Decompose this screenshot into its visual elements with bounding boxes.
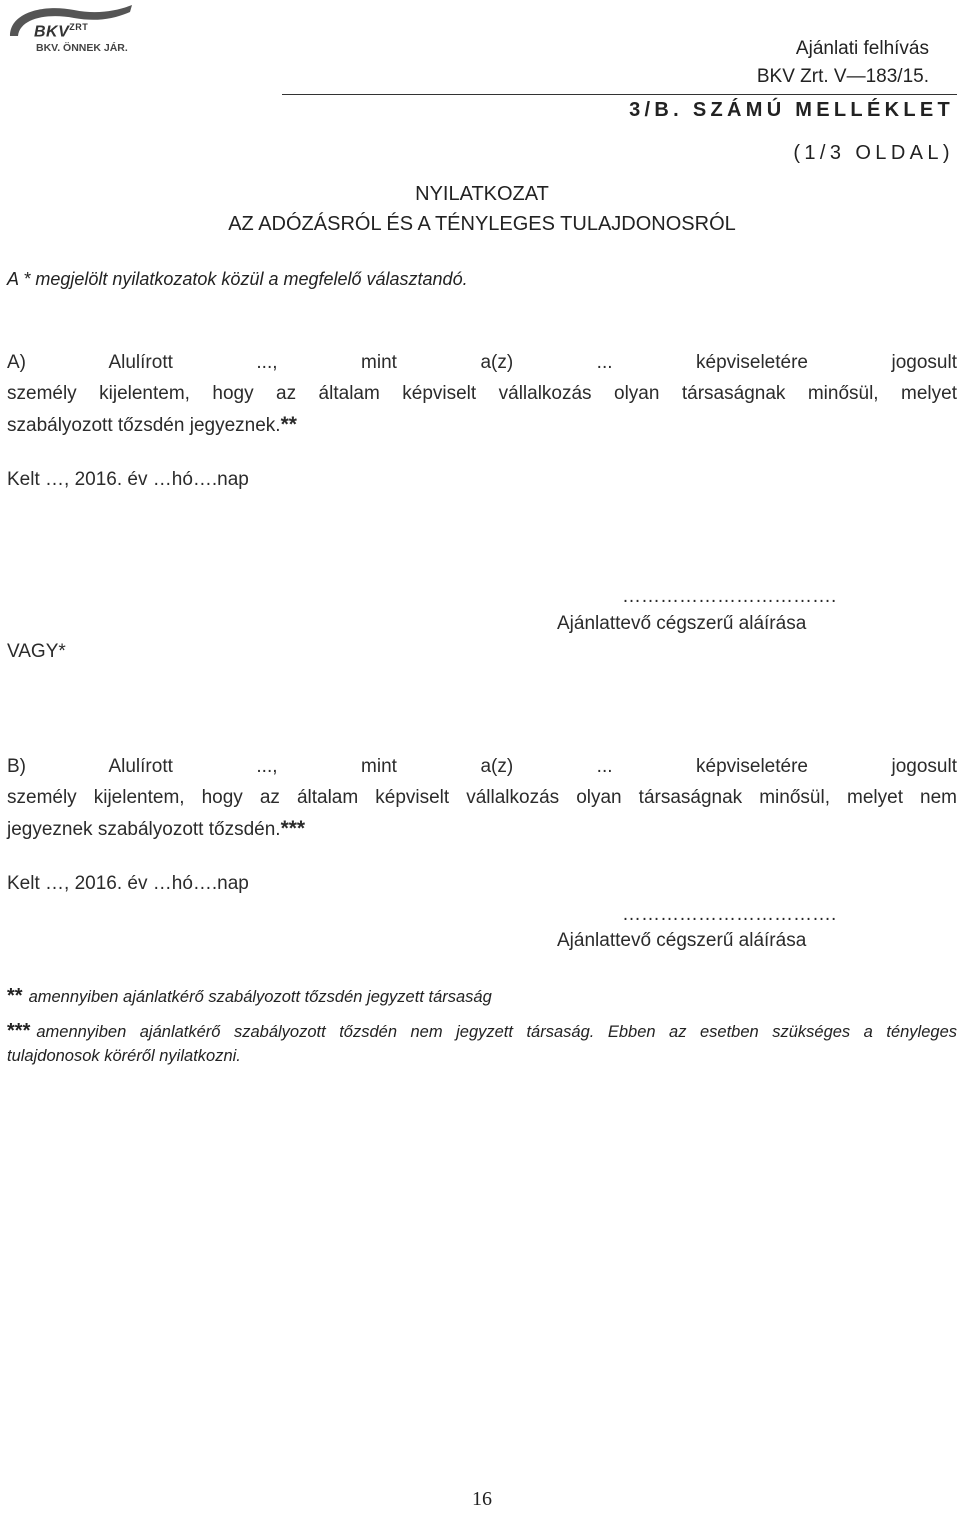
declaration-b xyxy=(7,751,957,845)
footnote-marker: ** xyxy=(280,413,297,436)
page-count-label: (1/3 OLDAL) xyxy=(793,142,954,164)
logo-brand-text: $BKV^{ZRT}$ xyxy=(34,22,89,41)
declaration-a xyxy=(7,347,957,441)
annex-label: 3/B. SZÁMÚ MELLÉKLET xyxy=(629,99,954,121)
document-subtitle: AZ ADÓZÁSRÓL ÉS A TÉNYLEGES TULAJDONOSRÓL xyxy=(228,213,736,235)
header-title: Ajánlati felhívás xyxy=(795,38,929,59)
header-reference: BKV Zrt. V—183/15. xyxy=(756,66,929,87)
logo-slogan: BKV. ÖNNEK JÁR. xyxy=(36,42,128,54)
declaration-a-line: A) Alulírott ..., mint a(z) ... képviseletére jogosult xyxy=(7,352,957,373)
page-number: 16 xyxy=(472,1488,492,1510)
declaration-b-line: B) Alulírott ..., mint a(z) ... képviseletére jogosult xyxy=(7,756,957,777)
date-line-b: Kelt …, 2016. év …hó….nap xyxy=(7,873,249,894)
declaration-b-line: jegyeznek szabályozott tőzsdén.*** xyxy=(7,817,306,840)
instruction-note: A * megjelölt nyilatkozatok közül a megfelelő választandó. xyxy=(7,269,468,289)
signature-line-b: ……………………………. xyxy=(622,904,837,925)
footnote-marker: ** xyxy=(7,985,23,1007)
footnote-marker: *** xyxy=(280,817,306,840)
footnote-1: ** amennyiben ajánlatkérő szabályozott tőzsdén jegyzett társaság xyxy=(7,985,492,1007)
signature-label-b: Ajánlattevő cégszerű aláírása xyxy=(557,930,807,951)
date-line-a: Kelt …, 2016. év …hó….nap xyxy=(7,469,249,490)
document-title: NYILATKOZAT xyxy=(415,183,549,205)
declaration-b-line: személy kijelentem, hogy az általam képviselt vállalkozás olyan társaságnak minősül, melyet nem xyxy=(7,787,957,808)
footnote-2: *** amennyiben ajánlatkérő szabályozott tőzsdén nem jegyzett társaság. Ebben az esetben szükséges a tényleges tulajdonosok köréről nyilatkozni. xyxy=(7,1020,957,1065)
footnote-marker: *** xyxy=(7,1020,31,1042)
signature-line-a: ……………………………. xyxy=(622,586,837,607)
or-separator: VAGY* xyxy=(7,641,66,662)
header-divider xyxy=(282,94,957,95)
declaration-a-line: szabályozott tőzsdén jegyeznek.** xyxy=(7,413,297,436)
signature-label-a: Ajánlattevő cégszerű aláírása xyxy=(557,613,807,634)
declaration-a-line: személy kijelentem, hogy az általam képviselt vállalkozás olyan társaságnak minősül, melyet xyxy=(7,383,957,404)
